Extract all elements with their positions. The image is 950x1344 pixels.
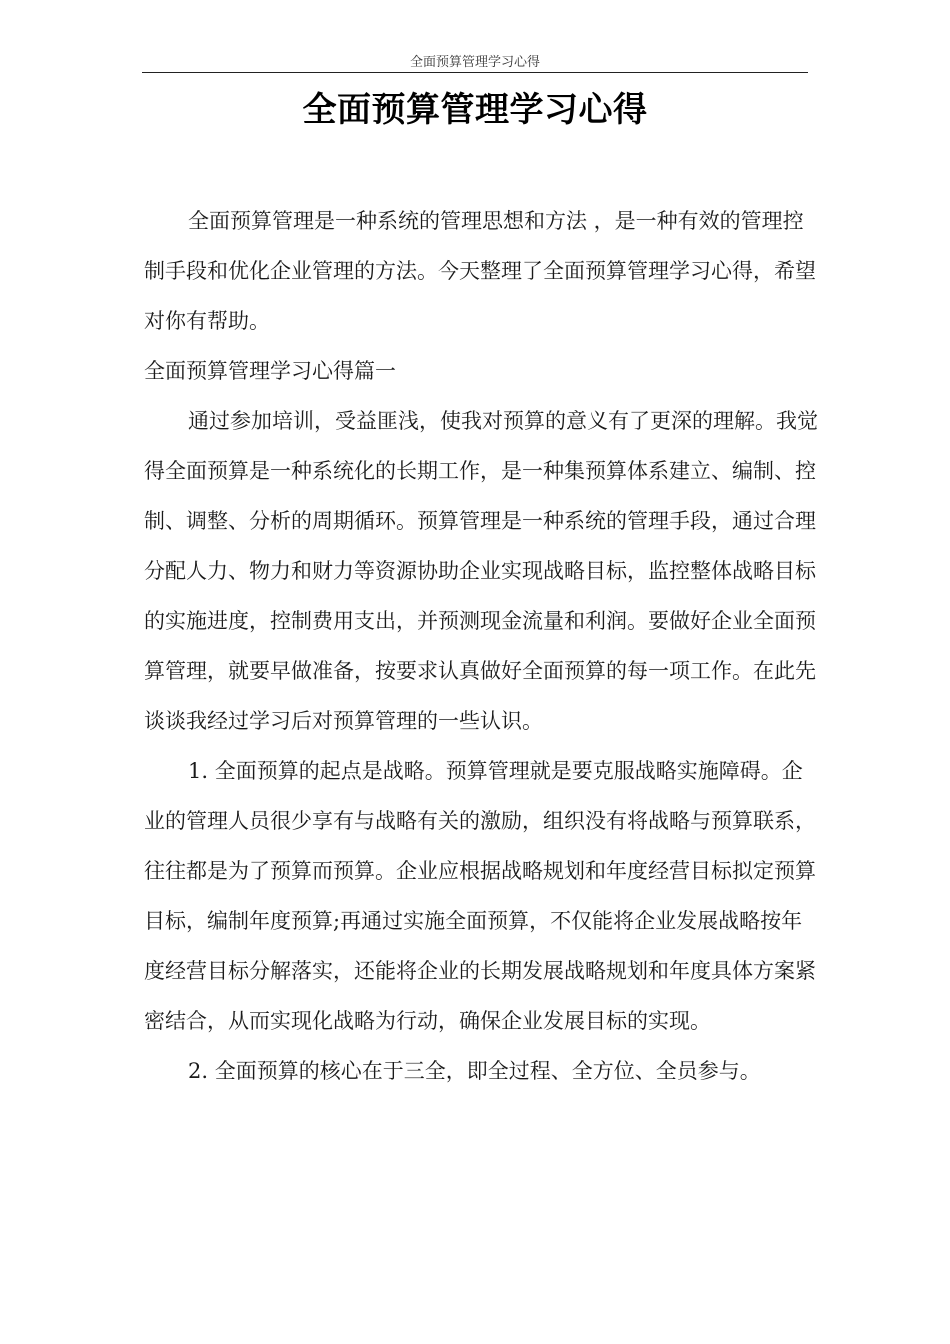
header-divider: [142, 72, 808, 73]
body-paragraph: 通过参加培训，受益匪浅，使我对预算的意义有了更深的理解。我觉得全面预算是一种系统化的长期工作，是一种集预算体系建立、编制、控制、调整、分析的周期循环。预算管理是一种系统的管理手段，通过合理分配人力、物力和财力等资源协助企业实现战略目标，监控整体战略目标的实施进度，控制费用支出，并预测现金流量和利润。要做好企业全面预算管理，就要早做准备，按要求认真做好全面预算的每一项工作。在此先谈谈我经过学习后对预算管理的一些认识。: [144, 409, 818, 733]
running-header: 全面预算管理学习心得: [409, 55, 540, 70]
numbered-paragraph-1: 1. 全面预算的起点是战略。预算管理就是要克服战略实施障碍。企业的管理人员很少享有与战略有关的激励，组织没有将战略与预算联系，往往都是为了预算而预算。企业应根据战略规划和年度经营目标拟定预算目标，编制年度预算;再通过实施全面预算，不仅能将企业发展战略按年度经营目标分解落实，还能将企业的长期发展战略规划和年度具体方案紧密结合，从而实现化战略为行动，确保企业发展目标的实现。: [144, 759, 816, 1033]
section-heading: 全面预算管理学习心得篇一: [144, 359, 396, 383]
document-body: [144, 196, 820, 1096]
intro-paragraph: 全面预算管理是一种系统的管理思想和方法 ，是一种有效的管理控制手段和优化企业管理的方法。今天整理了全面预算管理学习心得，希望对你有帮助。: [144, 209, 816, 333]
numbered-paragraph-2: 2. 全面预算的核心在于三全，即全过程、全方位、全员参与。: [188, 1059, 761, 1083]
document-title: 全面预算管理学习心得: [302, 90, 648, 130]
